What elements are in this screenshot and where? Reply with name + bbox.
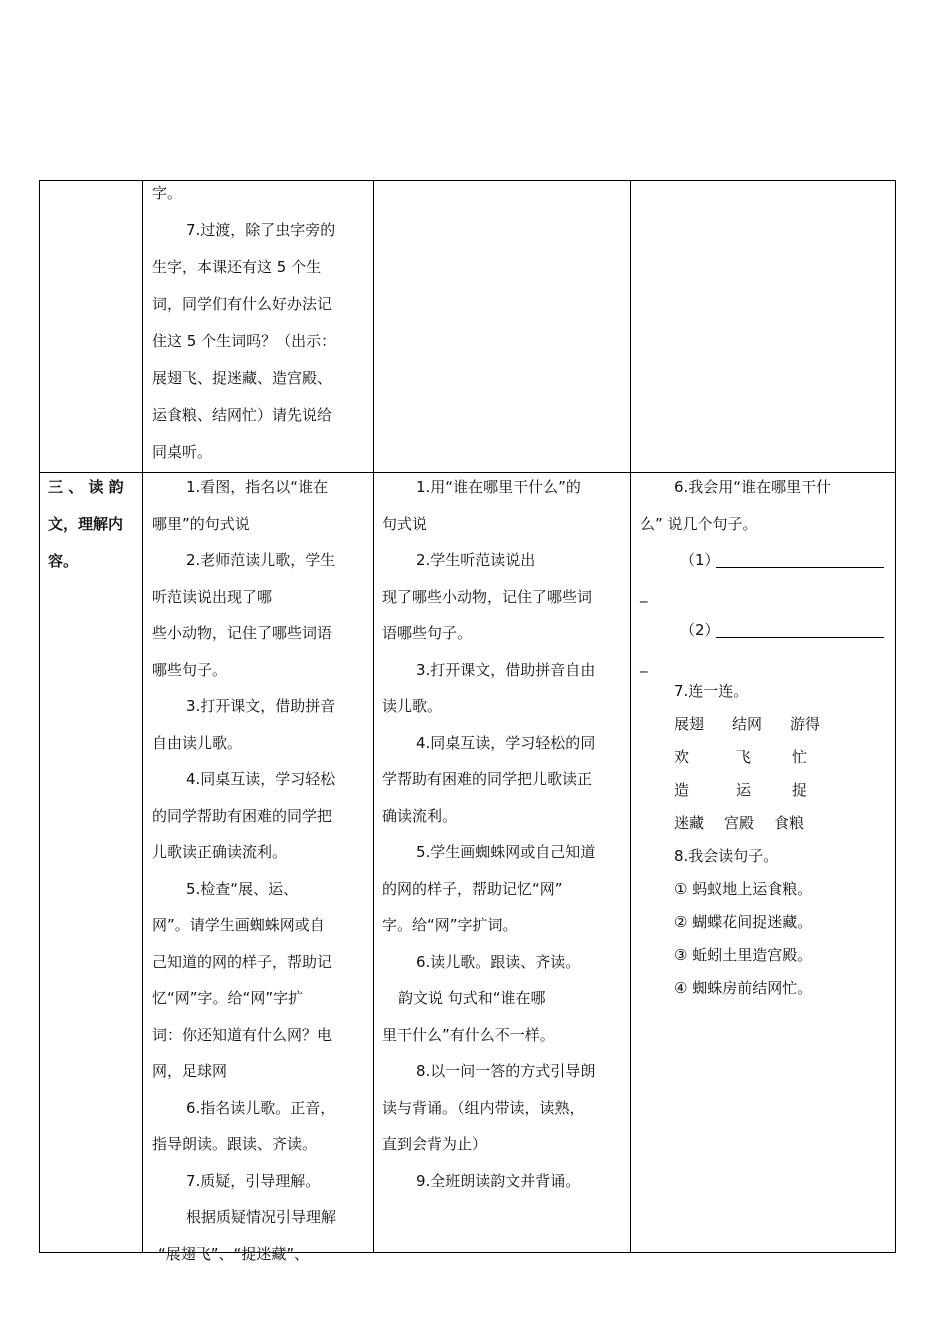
text-line: 8.以一问一答的方式引导朗 bbox=[416, 1062, 596, 1080]
text-line: ① 蚂蚁地上运食粮。 bbox=[674, 880, 813, 898]
blank-underline bbox=[716, 567, 884, 568]
text-line: 结网 bbox=[732, 715, 763, 733]
text-line: 网，足球网 bbox=[152, 1062, 228, 1080]
text-line: 里干什么”有什么不一样。 bbox=[382, 1025, 555, 1044]
text-line: 字。 bbox=[152, 184, 183, 202]
blank-underline bbox=[716, 637, 884, 638]
text-line: _ bbox=[640, 655, 648, 673]
text-line: 学帮助有困难的同学把儿歌读正 bbox=[382, 770, 593, 788]
text-line: 5.检查“展、运、 bbox=[186, 879, 299, 898]
text-line: 游得 bbox=[790, 715, 821, 733]
text-line: _ bbox=[640, 585, 648, 603]
text-line: 己知道的网的样子，帮助记 bbox=[152, 952, 333, 971]
text-line: 根据质疑情况引导理解 bbox=[186, 1208, 337, 1226]
text-line: 4.同桌互读，学习轻松 bbox=[186, 770, 336, 788]
text-line: 4.同桌互读，学习轻松的同 bbox=[416, 733, 596, 752]
text-line: 读与背诵。（组内带读，读熟， bbox=[382, 1098, 585, 1117]
text-line: 迷藏 bbox=[674, 814, 705, 832]
text-line: 2.老师范读儿歌，学生 bbox=[186, 551, 336, 569]
text-line: 网”。请学生画蜘蛛网或自 bbox=[152, 916, 325, 934]
text-line: 韵文说 句式和“谁在哪 bbox=[398, 989, 546, 1007]
text-line: 7.过渡，除了虫字旁的 bbox=[186, 221, 336, 239]
text-line: （2） bbox=[680, 621, 720, 639]
text-line: 儿歌读正确读流利。 bbox=[152, 843, 288, 861]
text-line: 5.学生画蜘蛛网或自己知道 bbox=[416, 843, 596, 861]
text-line: 2.学生听范读说出 bbox=[416, 551, 536, 569]
text-line: 读儿歌。 bbox=[382, 697, 443, 715]
text-line: 三 、 读 韵 bbox=[48, 478, 124, 496]
text-line: 现了哪些小动物，记住了哪些词 bbox=[382, 587, 593, 606]
column-divider bbox=[142, 181, 143, 1252]
text-line: 6.指名读儿歌。正音， bbox=[186, 1098, 336, 1117]
text-line: 展翅飞、捉迷藏、造宫殿、 bbox=[152, 369, 333, 387]
text-line: 词，同学们有什么好办法记 bbox=[152, 295, 333, 313]
text-line: 住这 5 个生词吗？（出示： bbox=[152, 332, 337, 350]
text-line: 宫殿 bbox=[724, 814, 755, 832]
lesson-plan-table bbox=[39, 180, 896, 1263]
text-line: 词：你还知道有什么网？电 bbox=[152, 1025, 333, 1044]
text-line: 听范读说出现了哪 bbox=[152, 587, 273, 606]
text-line: 句式说 bbox=[382, 514, 428, 533]
text-line: 运食粮、结网忙）请先说给 bbox=[152, 406, 333, 424]
text-line: 造 bbox=[674, 781, 690, 799]
text-line: 生字，本课还有这 5 个生 bbox=[152, 258, 322, 276]
text-line: 飞 bbox=[736, 748, 752, 766]
text-line: 6.我会用“谁在哪里干什 bbox=[674, 478, 832, 496]
text-line: 直到会背为止） bbox=[382, 1135, 488, 1153]
text-line: 欢 bbox=[674, 748, 690, 766]
text-line: 哪些句子。 bbox=[152, 660, 228, 679]
text-line: 些小动物，记住了哪些词语 bbox=[152, 624, 333, 642]
text-line: 字。给“网”字扩词。 bbox=[382, 916, 518, 934]
text-line: 的网的样子，帮助记忆“网” bbox=[382, 879, 563, 898]
text-line: ④ 蜘蛛房前结网忙。 bbox=[674, 979, 813, 997]
text-line: 文，理解内 bbox=[48, 515, 124, 533]
text-line: 食粮 bbox=[774, 814, 805, 832]
text-line: 1.用“谁在哪里干什么”的 bbox=[416, 478, 581, 496]
exercise-cell bbox=[640, 469, 890, 1005]
row1-teacher-cell bbox=[152, 175, 372, 471]
text-line: 6.读儿歌。跟读、齐读。 bbox=[416, 952, 581, 971]
text-line: 7.质疑，引导理解。 bbox=[186, 1171, 321, 1190]
text-line: 捉 bbox=[792, 781, 808, 799]
text-line: “展翅飞”、“捉迷藏”、 bbox=[158, 1244, 310, 1263]
answer-line-2 bbox=[640, 613, 890, 675]
text-line: 7.连一连。 bbox=[674, 682, 749, 700]
text-line: （1） bbox=[680, 551, 720, 569]
text-line: 9.全班朗读韵文并背诵。 bbox=[416, 1171, 581, 1190]
text-line: 1.看图，指名以“谁在 bbox=[186, 478, 329, 496]
text-line: 3.打开课文，借助拼音自由 bbox=[416, 660, 596, 679]
answer-line-1 bbox=[640, 543, 890, 613]
text-line: 运 bbox=[736, 781, 752, 799]
match-grid bbox=[674, 708, 890, 840]
text-line: ② 蝴蝶花间捉迷藏。 bbox=[674, 913, 813, 931]
text-line: 自由读儿歌。 bbox=[152, 733, 243, 752]
student-activity-cell bbox=[382, 469, 628, 1199]
text-line: 忙 bbox=[792, 748, 808, 766]
section-heading bbox=[48, 469, 140, 580]
text-line: 么” 说几个句子。 bbox=[640, 515, 758, 533]
text-line: 3.打开课文，借助拼音 bbox=[186, 697, 336, 715]
text-line: 确读流利。 bbox=[382, 806, 458, 825]
text-line: 语哪些句子。 bbox=[382, 624, 473, 642]
text-line: 展翅 bbox=[674, 715, 705, 733]
text-line: ③ 蚯蚓土里造宫殿。 bbox=[674, 946, 813, 964]
text-line: 忆“网”字。给“网”字扩 bbox=[152, 989, 304, 1007]
text-line: 8.我会读句子。 bbox=[674, 847, 779, 865]
teacher-activity-cell bbox=[152, 469, 372, 1272]
text-line: 哪里”的句式说 bbox=[152, 514, 250, 533]
text-line: 同桌听。 bbox=[152, 443, 213, 461]
text-line: 的同学帮助有困难的同学把 bbox=[152, 806, 333, 825]
text-line: 容。 bbox=[48, 552, 79, 570]
text-line: 指导朗读。跟读、齐读。 bbox=[152, 1135, 318, 1153]
column-divider bbox=[630, 181, 631, 1252]
column-divider bbox=[373, 181, 374, 1252]
